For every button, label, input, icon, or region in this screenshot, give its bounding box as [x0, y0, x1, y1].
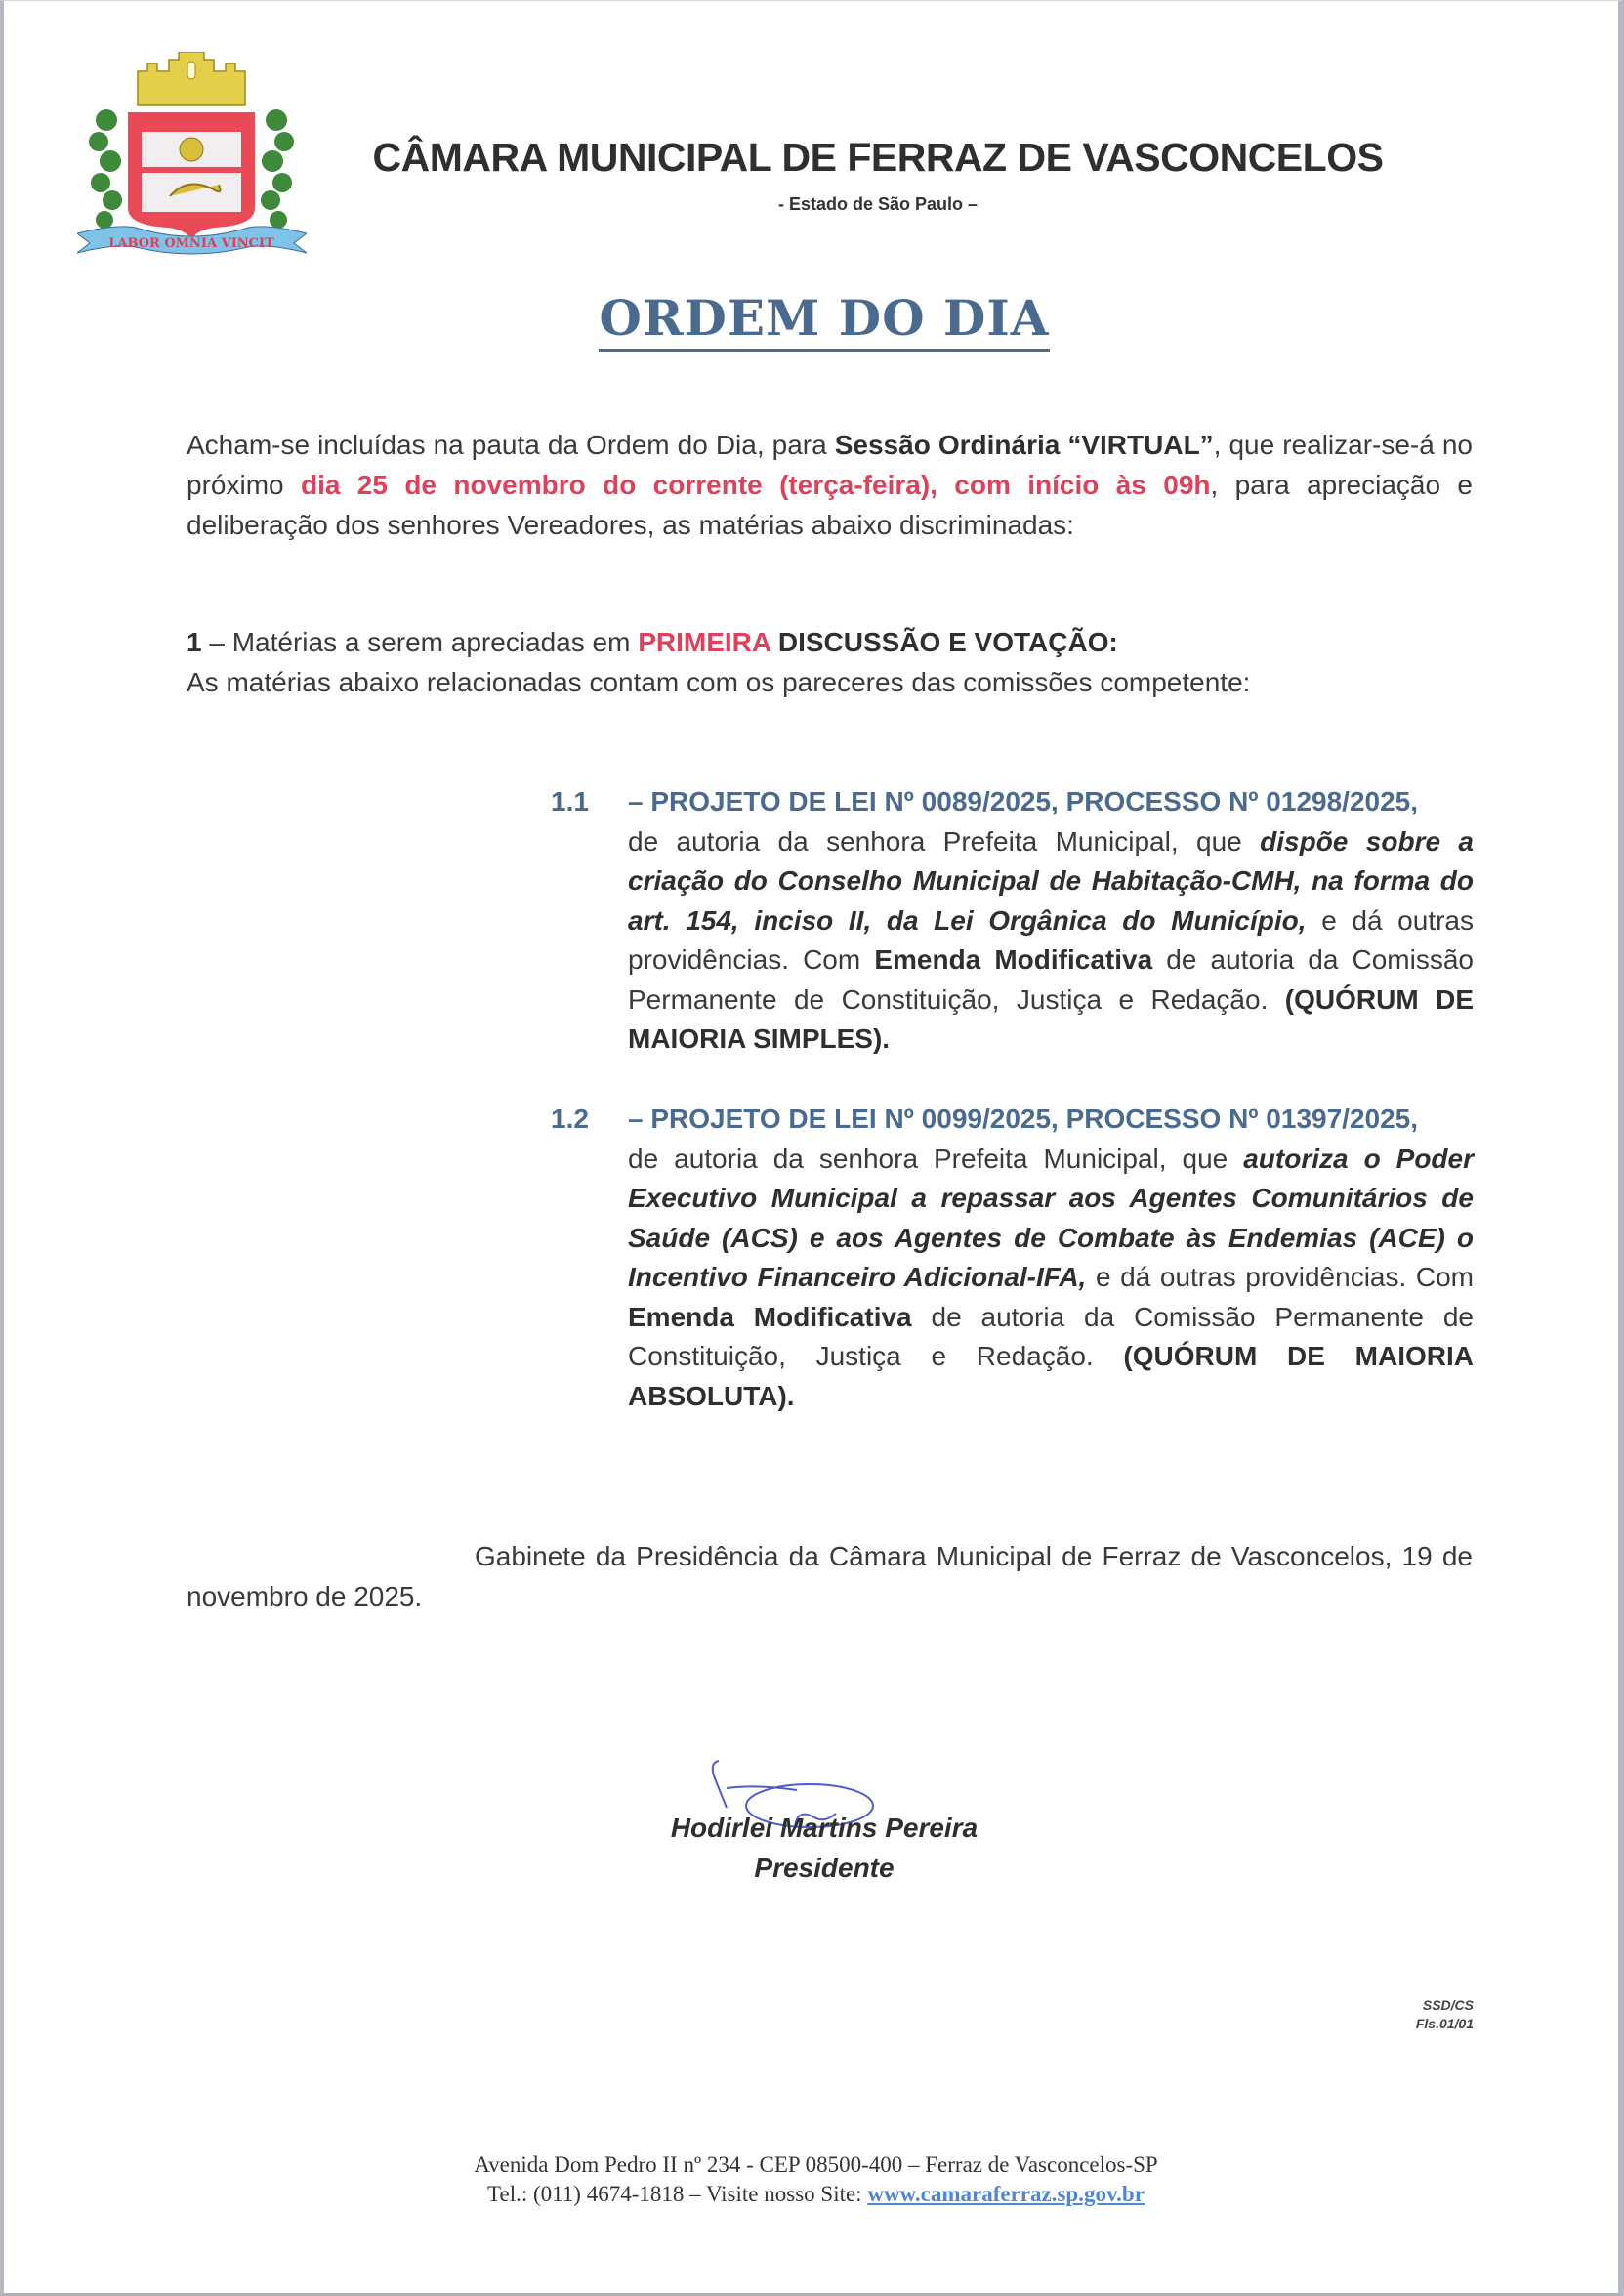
crown-icon: [138, 52, 245, 105]
reference-code: SSD/CS: [1422, 1997, 1474, 2013]
discussion-round: PRIMEIRA: [638, 627, 771, 657]
motto-text: LABOR OMNIA VINCIT: [108, 236, 274, 251]
institution-state: - Estado de São Paulo –: [777, 194, 979, 214]
item-subject: autoriza o Poder Executivo Municipal a repassar aos Agentes Comunitários de Saúde (ACS) e aos Agentes de Combate às Endemias (ACE) o Incentivo Financeiro Adicional-IFA,: [628, 1143, 1475, 1292]
item-amendment: Emenda Modificativa: [628, 1301, 912, 1332]
item-heading: – PROJETO DE LEI Nº 0099/2025, PROCESSO Nº 01397/2025,: [628, 1104, 1419, 1134]
footer-contact: Tel.: (011) 4674-1818 – Visite nosso Site: www.camaraferraz.sp.gov.br: [487, 2182, 1145, 2206]
session-date: dia 25 de novembro do corrente (terça-feira), com início às 09h: [300, 470, 1211, 500]
item-number: 1.2: [551, 1104, 589, 1134]
vine-right-icon: [261, 109, 294, 229]
page-count: Fls.01/01: [1415, 2016, 1474, 2031]
item-subject: dispõe sobre a criação do Conselho Municipal de Habitação-CMH, na forma do art. 154, inciso II, da Lei Orgânica do Município,: [628, 825, 1474, 936]
footer-address: Avenida Dom Pedro II nº 234 - CEP 08500-400 – Ferraz de Vasconcelos-SP: [474, 2152, 1158, 2177]
section-1-note: As matérias abaixo relacionadas contam com os pareceres das comissões competente:: [187, 667, 1251, 697]
signatory-name: Hodirlei Martins Pereira: [670, 1813, 979, 1843]
item-heading: – PROJETO DE LEI Nº 0089/2025, PROCESSO Nº 01298/2025,: [628, 786, 1419, 816]
item-number: 1.1: [551, 786, 589, 816]
section-1-heading: 1 – Matérias a serem apreciadas em PRIMEIRA DISCUSSÃO E VOTAÇÃO: As matérias abaixo relacionadas contam com os pareceres das comissões competente:: [187, 627, 1251, 697]
signatory-role: Presidente: [754, 1853, 895, 1883]
closing-place-date: Gabinete da Presidência da Câmara Municipal de Ferraz de Vasconcelos, 19 de novembro de 2025.: [187, 1541, 1473, 1611]
item-quorum: (QUÓRUM DE MAIORIA SIMPLES).: [628, 983, 1475, 1054]
item-body: de autoria da senhora Prefeita Municipal, que autoriza o Poder Executivo Municipal a repassar aos Agentes Comunitários de Saúde (ACS) e aos Agentes de Combate às Endemias (ACE) o Incentivo Financeiro Adicional-IFA, e dá outras providências. Com Emenda Modificativa de autoria da Comissão Permanente de Constituição, Justiça e Redação. (QUÓRUM DE MAIORIA ABSOLUTA).: [628, 1143, 1475, 1411]
item-amendment: Emenda Modificativa: [874, 944, 1153, 975]
item-body: de autoria da senhora Prefeita Municipal, que dispõe sobre a criação do Conselho Municipal de Habitação-CMH, na forma do art. 154, inciso II, da Lei Orgânica do Município, e dá outras providências. Com Emenda Modificativa de autoria da Comissão Permanente de Constituição, Justiça e Redação. (QUÓRUM DE MAIORIA SIMPLES).: [628, 825, 1475, 1054]
intro-paragraph: Acham-se incluídas na pauta da Ordem do Dia, para Sessão Ordinária “VIRTUAL”, que realizar-se-á no próximo dia 25 de novembro do corrente (terça-feira), com início às 09h, para apreciação e deliberação dos senhores Vereadores, as matérias abaixo discriminadas:: [187, 430, 1473, 540]
item-quorum: (QUÓRUM DE MAIORIA ABSOLUTA).: [628, 1341, 1474, 1411]
shield-icon: [128, 112, 255, 243]
coat-of-arms-icon: [77, 52, 307, 262]
institution-name: CÂMARA MUNICIPAL DE FERRAZ DE VASCONCELOS: [372, 135, 1384, 180]
website-link[interactable]: www.camaraferraz.sp.gov.br: [867, 2182, 1145, 2206]
session-type: Sessão Ordinária “VIRTUAL”: [834, 430, 1214, 460]
vine-left-icon: [89, 109, 122, 229]
document-title: ORDEM DO DIA: [590, 289, 1059, 347]
